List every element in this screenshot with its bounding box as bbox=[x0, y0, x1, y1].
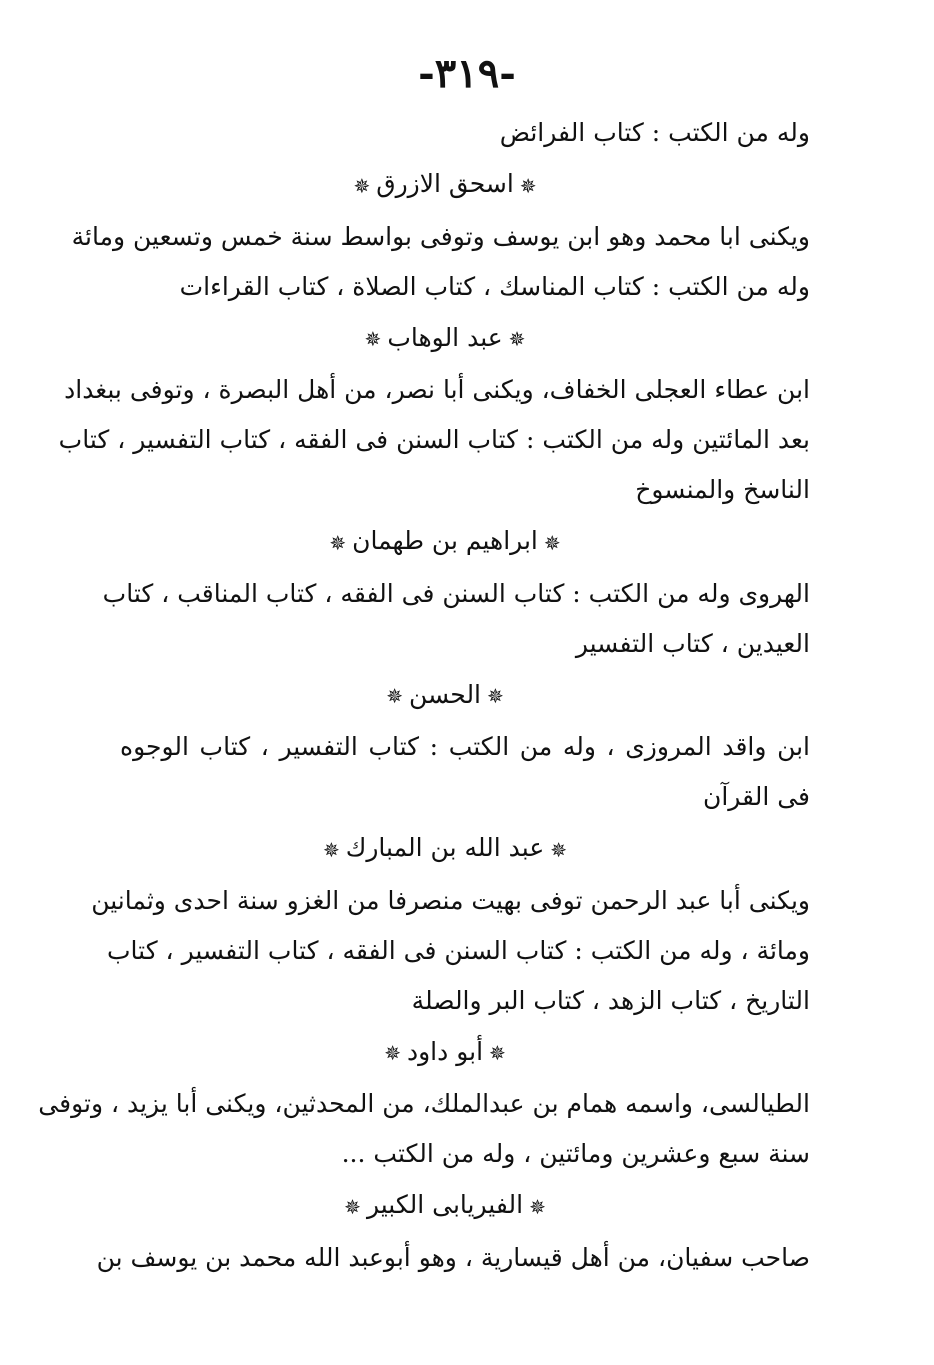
paragraph bbox=[38, 1079, 810, 1179]
section-heading-title: ابراهيم بن طهمان bbox=[352, 526, 538, 555]
text-line: فى القرآن bbox=[702, 782, 810, 811]
section-heading bbox=[120, 158, 810, 212]
text-line: صاحب سفيان، من أهل قيسارية ، وهو أبوعبد الله محمد بن يوسف بن bbox=[96, 1242, 810, 1272]
section-heading bbox=[120, 669, 810, 723]
section-heading-title: الحسن bbox=[408, 679, 482, 709]
paragraph bbox=[102, 569, 810, 669]
text-line: ابن واقد المروزى ، وله من الكتب : كتاب التفسير ، كتاب الوجوه bbox=[120, 732, 810, 761]
ornament-icon: ✵ bbox=[550, 837, 568, 862]
text-line: ابن عطاء العجلى الخفاف، ويكنى أبا نصر، من أهل البصرة ، وتوفى ببغداد bbox=[64, 375, 810, 404]
paragraph bbox=[120, 108, 810, 158]
section-heading-title: عبد الله بن المبارك bbox=[345, 833, 545, 862]
text-line: بعد المائتين وله من الكتب : كتاب السنن فى الفقه ، كتاب التفسير ، كتاب bbox=[58, 425, 810, 454]
ornament-icon: ✵ bbox=[529, 1194, 546, 1219]
paragraph bbox=[58, 365, 810, 515]
ornament-icon: ✵ bbox=[386, 684, 403, 708]
paragraph bbox=[71, 212, 810, 312]
text-line: الطيالسى، واسمه همام بن عبدالملك، من المحدثين، ويكنى أبا يزيد ، وتوفى bbox=[38, 1089, 810, 1118]
section-heading-title: الفيريابى الكبير bbox=[366, 1190, 524, 1219]
text-line: التاريخ ، كتاب الزهد ، كتاب البر والصلة bbox=[411, 985, 810, 1015]
section-heading-title: عبد الوهاب bbox=[387, 322, 503, 352]
paragraph bbox=[91, 876, 810, 1026]
text-line: ويكنى أبا عبد الرحمن توفى بهيت منصرفا من الغزو سنة احدى وثمانين bbox=[91, 885, 810, 915]
ornament-icon: ✵ bbox=[353, 173, 371, 198]
page-number: -٣١٩- bbox=[418, 50, 516, 97]
section-heading bbox=[120, 822, 810, 876]
section-heading bbox=[120, 312, 810, 366]
text-line: الناسخ والمنسوخ bbox=[635, 475, 810, 504]
section-heading bbox=[120, 1179, 810, 1233]
ornament-icon: ✵ bbox=[508, 327, 526, 351]
section-heading-title: أبو داود bbox=[406, 1036, 484, 1066]
text-line: ويكنى ابا محمد وهو ابن يوسف وتوفى بواسط سنة خمس وتسعين ومائة bbox=[71, 221, 810, 251]
section-heading bbox=[120, 515, 810, 569]
ornament-icon: ✵ bbox=[322, 837, 340, 862]
page-body bbox=[38, 108, 810, 1283]
ornament-icon: ✵ bbox=[344, 1194, 361, 1219]
text-line: ومائة ، وله من الكتب : كتاب السنن فى الفقه ، كتاب التفسير ، كتاب bbox=[107, 935, 810, 965]
ornament-icon: ✵ bbox=[487, 684, 504, 708]
ornament-icon: ✵ bbox=[519, 173, 537, 198]
ornament-icon: ✵ bbox=[329, 530, 347, 555]
paragraph bbox=[120, 722, 810, 822]
text-line: العيدين ، كتاب التفسير bbox=[575, 628, 810, 658]
ornament-icon: ✵ bbox=[364, 327, 382, 351]
text-line: وله من الكتب : كتاب المناسك ، كتاب الصلاة ، كتاب القراءات bbox=[179, 271, 810, 301]
section-heading bbox=[120, 1026, 810, 1080]
ornament-icon: ✵ bbox=[384, 1041, 401, 1065]
section-heading-title: اسحق الازرق bbox=[376, 169, 514, 198]
text-line: وله من الكتب : كتاب الفرائض bbox=[499, 118, 810, 147]
paragraph bbox=[96, 1233, 810, 1283]
ornament-icon: ✵ bbox=[543, 530, 561, 555]
text-line: الهروى وله من الكتب : كتاب السنن فى الفقه ، كتاب المناقب ، كتاب bbox=[102, 578, 810, 608]
ornament-icon: ✵ bbox=[489, 1041, 506, 1065]
text-line: سنة سبع وعشرين ومائتين ، وله من الكتب ... bbox=[341, 1139, 810, 1168]
